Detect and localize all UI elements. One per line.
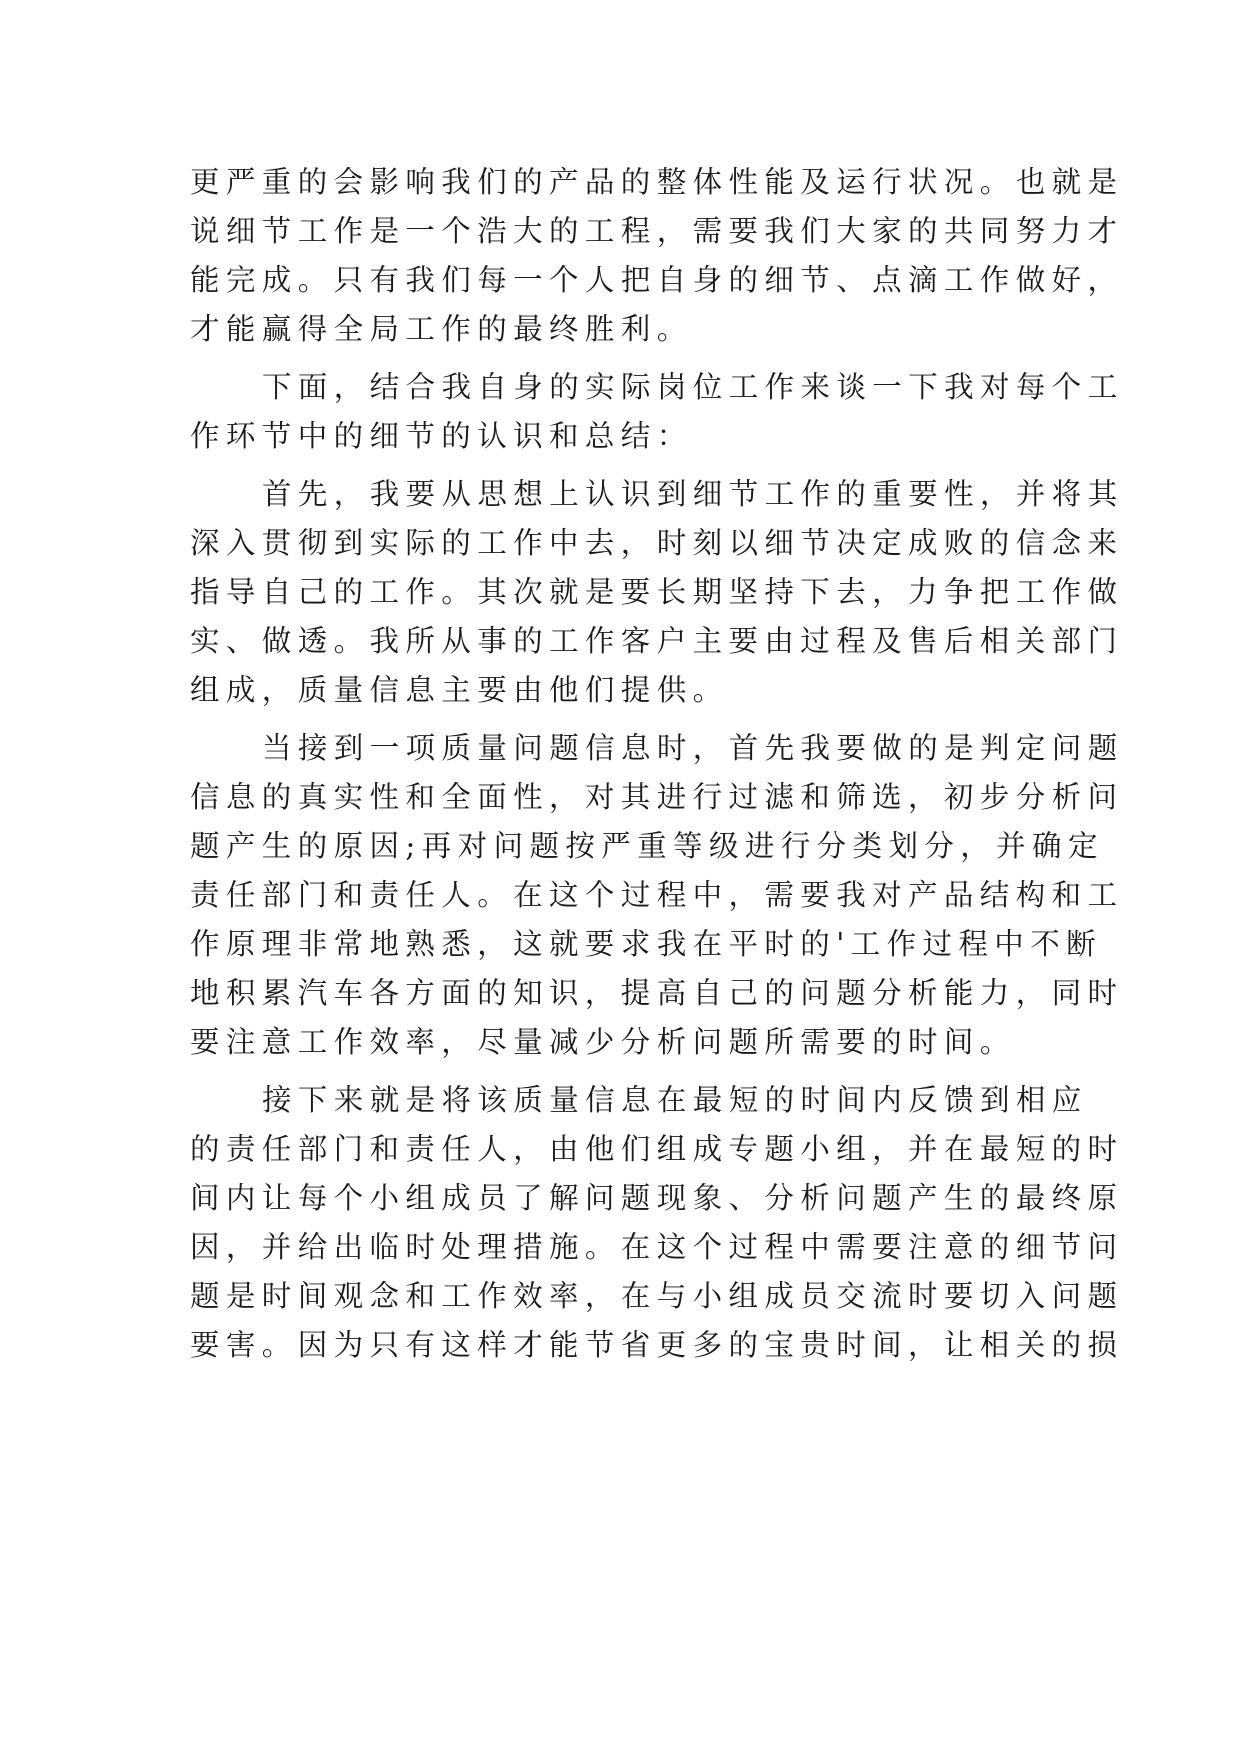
text-line: 要害。因为只有这样才能节省更多的宝贵时间，让相关的损 bbox=[190, 1328, 1124, 1362]
paragraph-first-line: 首先，我要从思想上认识到细节工作的重要性，并将其 bbox=[262, 477, 1124, 511]
paragraph-first-line: 接下来就是将该质量信息在最短的时间内反馈到相应 bbox=[262, 1083, 1088, 1117]
body-text bbox=[190, 158, 1124, 1370]
text-line: 间内让每个小组成员了解问题现象、分析问题产生的最终原 bbox=[190, 1181, 1124, 1215]
paragraph-first-line: 当接到一项质量问题信息时，首先我要做的是判定问题 bbox=[262, 731, 1124, 765]
text-line: 说细节工作是一个浩大的工程，需要我们大家的共同努力才 bbox=[190, 214, 1124, 248]
text-line: 作环节中的细节的认识和总结： bbox=[190, 419, 693, 453]
text-line: 组成，质量信息主要由他们提供。 bbox=[190, 673, 729, 707]
text-line: 实、做透。我所从事的工作客户主要由过程及售后相关部门 bbox=[190, 624, 1124, 658]
text-line: 指导自己的工作。其次就是要长期坚持下去，力争把工作做 bbox=[190, 575, 1124, 609]
text-line: 更严重的会影响我们的产品的整体性能及运行状况。也就是 bbox=[190, 165, 1124, 199]
paragraph-first-line: 下面，结合我自身的实际岗位工作来谈一下我对每个工 bbox=[262, 370, 1124, 404]
text-line: 作原理非常地熟悉，这就要求我在平时的'工作过程中不断 bbox=[190, 927, 1103, 961]
text-line: 题是时间观念和工作效率，在与小组成员交流时要切入问题 bbox=[190, 1279, 1124, 1313]
text-line: 责任部门和责任人。在这个过程中，需要我对产品结构和工 bbox=[190, 878, 1124, 912]
text-line: 题产生的原因;再对问题按严重等级进行分类划分，并确定 bbox=[190, 829, 1104, 863]
text-line: 因，并给出临时处理措施。在这个过程中需要注意的细节问 bbox=[190, 1230, 1124, 1264]
text-line: 信息的真实性和全面性，对其进行过滤和筛选，初步分析问 bbox=[190, 780, 1124, 814]
text-line: 才能赢得全局工作的最终胜利。 bbox=[190, 312, 693, 346]
text-line: 能完成。只有我们每一个人把自身的细节、点滴工作做好， bbox=[190, 263, 1124, 297]
text-line: 要注意工作效率，尽量减少分析问题所需要的时间。 bbox=[190, 1025, 1016, 1059]
text-line: 深入贯彻到实际的工作中去，时刻以细节决定成败的信念来 bbox=[190, 526, 1124, 560]
text-line: 地积累汽车各方面的知识，提高自己的问题分析能力，同时 bbox=[190, 976, 1124, 1010]
text-line: 的责任部门和责任人，由他们组成专题小组，并在最短的时 bbox=[190, 1132, 1124, 1166]
